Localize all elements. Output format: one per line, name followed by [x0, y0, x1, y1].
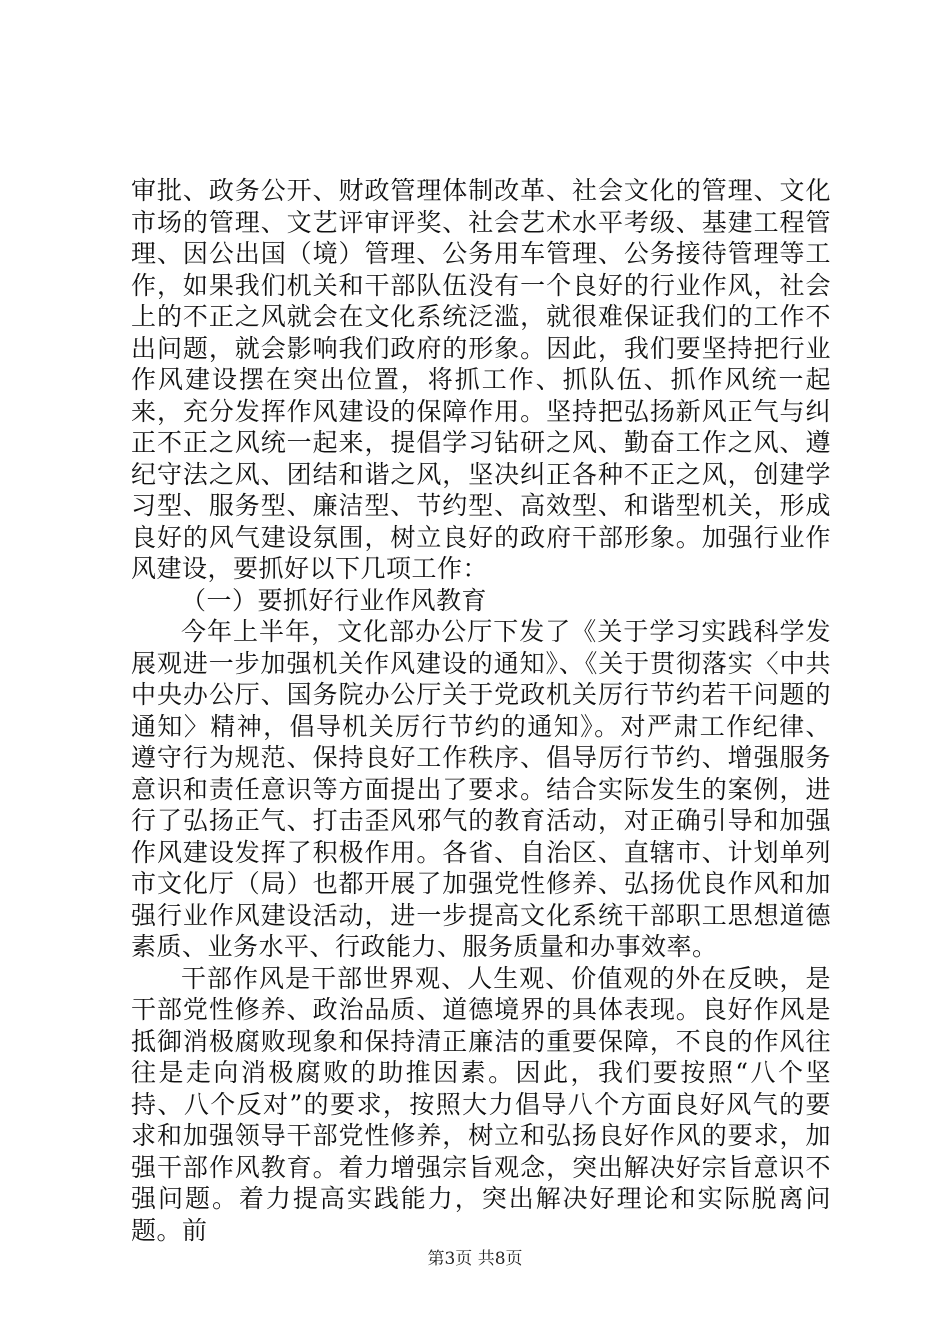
section-heading: （一）要抓好行业作风教育 [181, 585, 488, 615]
paragraph-body: 干部作风是干部世界观、人生观、价值观的外在反映，是干部党性修养、政治品质、道德境界的具体表现。良好作风是抵御消极腐败现象和保持清正廉洁的重要保障，不良的作风往往是走向消极腐败的助推因素。因此，我们要按照“八个坚持、八个反对”的要求，按照大力倡导八个方面良好风气的要求和加强领导干部党性修养，树立和弘扬良好作风的要求，加强干部作风教育。着力增强宗旨观念，突出解决好宗旨意识不强问题。着力提高实践能力，突出解决好理论和实际脱离问题。前 [131, 963, 831, 1245]
paragraph-body: 今年上半年，文化部办公厅下发了《关于学习实践科学发展观进一步加强机关作风建设的通知》、《关于贯彻落实〈中共中央办公厅、国务院办公厅关于党政机关厉行节约若干问题的通知〉精神，倡导机关厉行节约的通知》。对严肃工作纪律、遵守行为规范、保持良好工作秩序、倡导厉行节约、增强服务意识和责任意识等方面提出了要求。结合实际发生的案例，进行了弘扬正气、打击歪风邪气的教育活动，对正确引导和加强作风建设发挥了积极作用。各省、自治区、直辖市、计划单列市文化厅（局）也都开展了加强党性修养、弘扬优良作风和加强行业作风建设活动，进一步提高文化系统干部职工思想道德素质、业务水平、行政能力、服务质量和办事效率。 [131, 617, 831, 961]
paragraph-continuation: 审批、政务公开、财政管理体制改革、社会文化的管理、文化市场的管理、文艺评审评奖、社会艺术水平考级、基建工程管理、因公出国（境）管理、公务用车管理、公务接待管理等工作，如果我们机关和干部队伍没有一个良好的行业作风，社会上的不正之风就会在文化系统泛滥，就很难保证我们的工作不出问题，就会影响我们政府的形象。因此，我们要坚持把行业作风建设摆在突出位置，将抓工作、抓队伍、抓作风统一起来，充分发挥作风建设的保障作用。坚持把弘扬新风正气与纠正不正之风统一起来，提倡学习钻研之风、勤奋工作之风、遵纪守法之风、团结和谐之风，坚决纠正各种不正之风，创建学习型、服务型、廉洁型、节约型、高效型、和谐型机关，形成良好的风气建设氛围，树立良好的政府干部形象。加强行业作风建设，要抓好以下几项工作： [131, 176, 831, 583]
page-footer: 第3页 共8页 [427, 1249, 523, 1269]
document-body [131, 175, 831, 1246]
